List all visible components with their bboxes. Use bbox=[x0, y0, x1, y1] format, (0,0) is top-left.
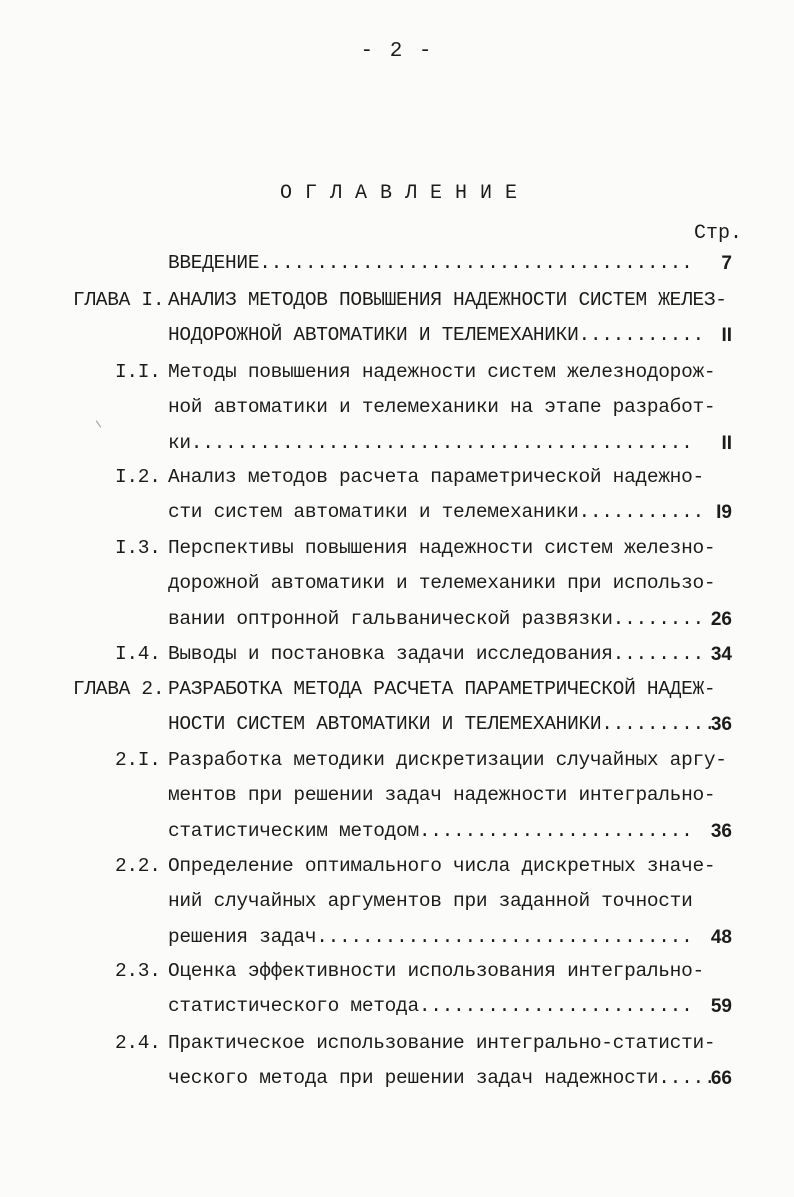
toc-entry-number: I.4. bbox=[115, 643, 161, 665]
toc-entry-text: Определение оптимального числа дискретных значе- bbox=[168, 855, 716, 877]
toc-entry-page: 66 bbox=[710, 1068, 732, 1090]
toc-entry-number: ГЛАВА I. bbox=[73, 289, 165, 311]
toc-entry-text: вании оптронной гальванической развязки........ bbox=[168, 607, 704, 630]
toc-entry-text: Перспективы повышения надежности систем железно- bbox=[168, 537, 716, 559]
toc-entry-page: 7 bbox=[721, 253, 732, 274]
toc-entry-text: дорожной автоматики и телемеханики при использо- bbox=[168, 572, 716, 595]
toc-entry-page: 59 bbox=[710, 996, 732, 1018]
toc-entry-number: I.2. bbox=[115, 466, 161, 488]
toc-entry-number: 2.I. bbox=[115, 749, 161, 771]
toc-entry-page: 26 bbox=[710, 608, 732, 630]
toc-entry-text: НОСТИ СИСТЕМ АВТОМАТИКИ И ТЕЛЕМЕХАНИКИ.......... bbox=[168, 713, 716, 736]
toc-entry-text: решения задач................................. bbox=[168, 925, 693, 948]
toc-entry-text: ментов при решении задач надежности интегрально- bbox=[168, 784, 716, 807]
toc-entry-page: 48 bbox=[710, 926, 732, 948]
toc-entry-text: ной автоматики и телемеханики на этапе разработ- bbox=[168, 396, 716, 419]
toc-entry-text: НОДОРОЖНОЙ АВТОМАТИКИ И ТЕЛЕМЕХАНИКИ........... bbox=[168, 324, 704, 347]
scan-fleck bbox=[96, 420, 101, 427]
toc-entry-page: 36 bbox=[710, 820, 732, 842]
toc-entry-page: II bbox=[721, 325, 732, 347]
toc-entry-text: РАЗРАБОТКА МЕТОДА РАСЧЕТА ПАРАМЕТРИЧЕСКОЙ НАДЕЖ- bbox=[168, 678, 716, 700]
toc-entry-text: Оценка эффективности использования интегрально- bbox=[168, 960, 704, 982]
toc-entry-number: 2.2. bbox=[115, 855, 161, 877]
toc-entry-text: Разработка методики дискретизации случайных аргу- bbox=[168, 749, 727, 771]
toc-entry-page: 34 bbox=[710, 644, 732, 665]
toc-entry-text: сти систем автоматики и телемеханики........... bbox=[168, 501, 704, 524]
toc-entry-text: Методы повышения надежности систем железнодорож- bbox=[168, 361, 716, 383]
toc-entry-text: Практическое использование интегрально-статисти- bbox=[168, 1032, 716, 1054]
toc-entry-text: статистического метода........................ bbox=[168, 995, 693, 1018]
page-column-header: Стр. bbox=[694, 222, 743, 245]
toc-entry-number: I.I. bbox=[115, 361, 161, 383]
toc-entry-text: ческого метода при решении задач надежности..... bbox=[168, 1067, 716, 1090]
toc-entry-text: ВВЕДЕНИЕ...................................... bbox=[168, 252, 693, 274]
page-title: ОГЛАВЛЕНИЕ bbox=[279, 182, 531, 205]
toc-entry-text: ний случайных аргументов при заданной точности bbox=[168, 890, 693, 913]
toc-entry-page: 36 bbox=[710, 714, 732, 736]
toc-entry-number: 2.3. bbox=[115, 960, 161, 982]
toc-entry-text: статистическим методом........................ bbox=[168, 819, 693, 842]
toc-entry-text: Выводы и постановка задачи исследования........ bbox=[168, 643, 704, 665]
toc-entry-text: АНАЛИЗ МЕТОДОВ ПОВЫШЕНИЯ НАДЕЖНОСТИ СИСТЕМ ЖЕЛЕЗ- bbox=[168, 289, 727, 311]
toc-entry-number: 2.4. bbox=[115, 1032, 161, 1054]
toc-entry-text: Анализ методов расчета параметрической надежно- bbox=[168, 466, 704, 488]
page-number: - 2 - bbox=[360, 40, 434, 63]
toc-entry-page: I9 bbox=[716, 502, 732, 524]
toc-entry-number: ГЛАВА 2. bbox=[73, 678, 165, 700]
toc-entry-number: I.3. bbox=[115, 537, 161, 559]
toc-entry-page: II bbox=[721, 432, 732, 454]
toc-entry-text: ки............................................ bbox=[168, 431, 693, 454]
